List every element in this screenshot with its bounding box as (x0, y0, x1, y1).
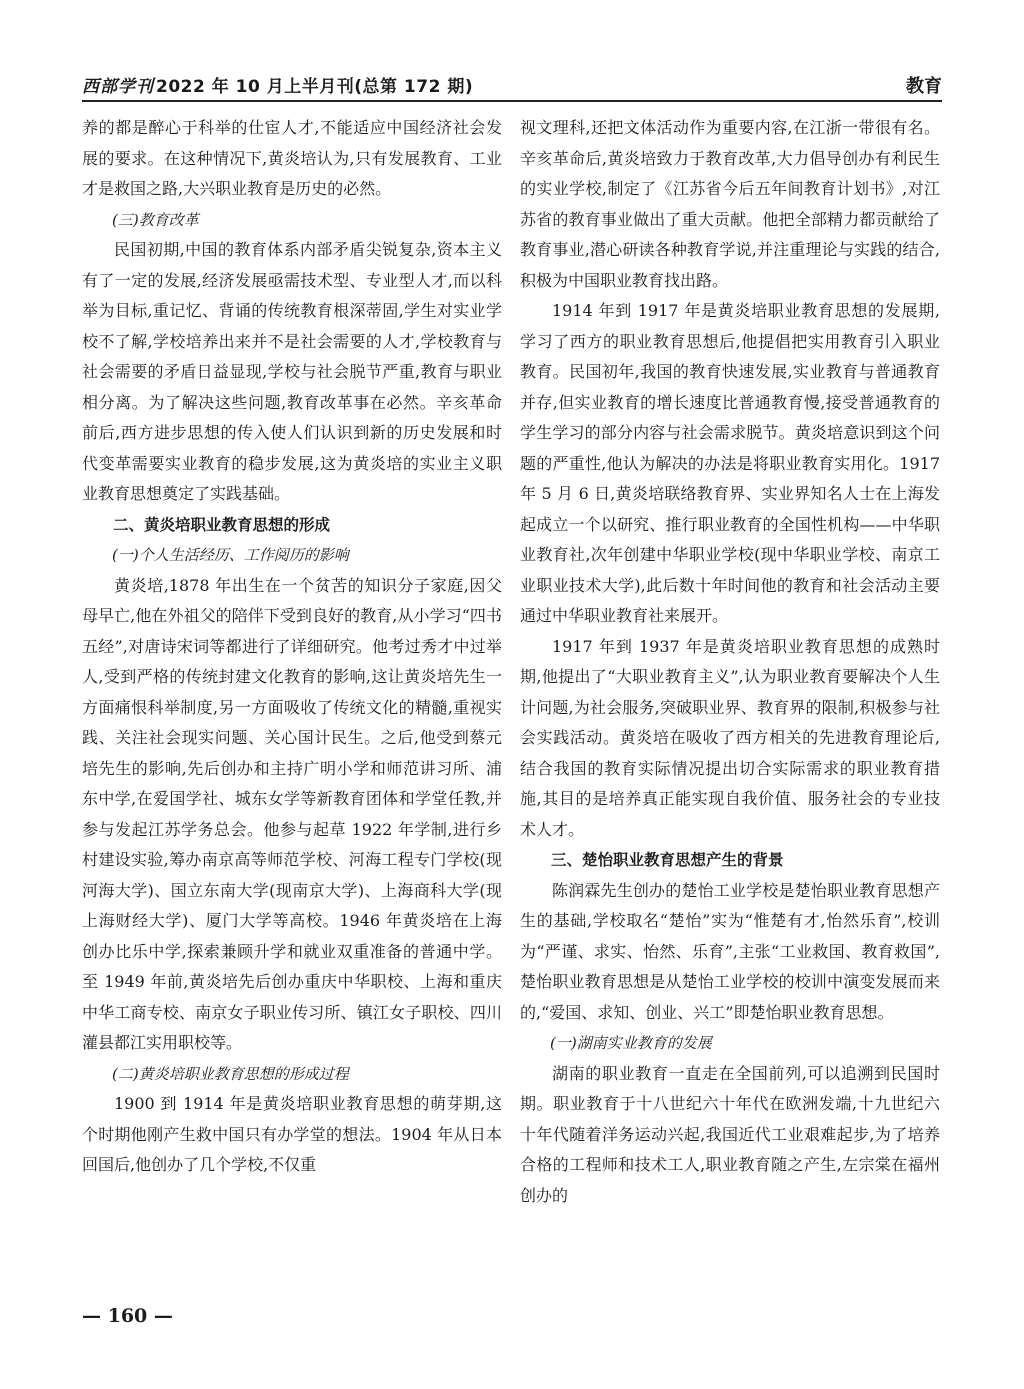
subsection-heading: (三)教育改革 (112, 210, 199, 229)
subsection-heading: (二)黄炎培职业教育思想的形成过程 (112, 1064, 349, 1083)
paragraph: 湖南的职业教育一直走在全国前列,可以追溯到民国时期。职业教育于十八世纪六十年代在欧洲发端,十九世纪六十年代随着洋务运动兴起,我国近代工业艰难起步,为了培养合格的工程师和技术工人,职业教育随之产生,左宗棠在福州创办的 (520, 1063, 940, 1205)
paragraph: 1917 年到 1937 年是黄炎培职业教育思想的成熟时期,他提出了“大职业教育主义”,认为职业教育要解决个人生计问题,为社会服务,突破职业界、教育界的限制,积极参与社会实践活动。黄炎培在吸收了西方相关的先进教育理论后,结合我国的教育实际情况提出切合实际需求的职业教育措施,其目的是培养真正能实现自我价值、服务社会的专业技术人才。 (520, 636, 940, 839)
subsection-heading: (一)个人生活经历、工作阅历的影响 (112, 546, 349, 564)
paragraph: 黄炎培,1878 年出生在一个贫苦的知识分子家庭,因父母早亡,他在外祖父的陪伴下受到良好的教育,从小学习“四书五经”,对唐诗宋词等都进行了详细研究。他考过秀才中过举人,受到严格的传统封建文化教育的影响,这让黄炎培先生一方面痛恨科举制度,另一方面吸收了传统文化的精髓,重视实践、关注社会现实问题、关心国计民生。之后,他受到蔡元培先生的影响,先后创办和主持广明小学和师范讲习所、浦东中学,在爱国学社、城东女学等新教育团体和学堂任教,并参与发起江苏学务总会。他参与起草 1922 年学制,进行乡村建设实验,筹办南京高等师范学校、河海工程专门学校(现河海大学)、国立东南大学(现南京大学)、上海商科大学(现上海财经大学)、厦门大学等高校。1946 年黄炎培在上海创办比乐中学,探索兼顾升学和就业双重准备的普通中学。至 1949 年前,黄炎培先后创办重庆中华职校、上海和重庆中华工商专校、南京女子职业传习所、镇江女子职校、四川灌县都江实用职校等。 (82, 575, 502, 1052)
section-heading: 二、黄炎培职业教育思想的形成 (113, 515, 331, 534)
paragraph: 民国初期,中国的教育体系内部矛盾尖锐复杂,资本主义有了一定的发展,经济发展亟需技术型、专业型人才,而以科举为目标,重记忆、背诵的传统教育根深蒂固,学生对实业学校不了解,学校培养出来并不是社会需要的人才,学校教育与社会需要的矛盾日益显现,学校与社会脱节严重,教育与职业相分离。为了解决这些问题,教育改革事在必然。辛亥革命前后,西方进步思想的传入使人们认识到新的历史发展和时代变革需要实业教育的稳步发展,这为黄炎培的实业主义职业教育思想奠定了实践基础。 (82, 240, 502, 503)
section-label: 教育 (906, 76, 942, 97)
issue-info: 2022 年 10 月上半月刊(总第 172 期) (156, 77, 474, 97)
paragraph-continued: 视文理科,还把文体活动作为重要内容,在江浙一带很有名。辛亥革命后,黄炎培致力于教育改革,大力倡导创办有利民生的实业学校,制定了《江苏省今后五年间教育计划书》,对江苏省的教育事业做出了重大贡献。他把全部精力都贡献给了教育事业,潜心研读各种教育学说,并注重理论与实践的结合,积极为中国职业教育找出路。 (520, 118, 940, 290)
paragraph: 1914 年到 1917 年是黄炎培职业教育思想的发展期,学习了西方的职业教育思想后,他提倡把实用教育引入职业教育。民国初年,我国的教育快速发展,实业教育与普通教育并存,但实业教育的增长速度比普通教育慢,接受普通教育的学生学习的部分内容与社会需求脱节。黄炎培意识到这个问题的严重性,他认为解决的办法是将职业教育实用化。1917 年 5 月 6 日,黄炎培联络教育界、实业界知名人士在上海发起成立一个以研究、推行职业教育的全国性机构——中华职业教育社,次年创建中华职业学校(现中华职业学校、南京工业职业技术大学),此后数十年时间他的教育和社会活动主要通过中华职业教育社来展开。 (520, 301, 940, 625)
journal-title (82, 72, 473, 97)
left-column (82, 113, 502, 1263)
paragraph: 陈润霖先生创办的楚怡工业学校是楚怡职业教育思想产生的基础,学校取名“楚怡”实为“惟楚有才,怡然乐育”,校训为“严谨、求实、怡然、乐育”,主张“工业救国、教育救国”,楚怡职业教育思想是从楚怡工业学校的校训中演变发展而来的,“爱国、求知、创业、兴工”即楚怡职业教育思想。 (520, 880, 940, 1022)
right-column (520, 113, 940, 1263)
paragraph-continued: 养的都是醉心于科举的仕宦人才,不能适应中国经济社会发展的要求。在这种情况下,黄炎培认为,只有发展教育、工业才是救国之路,大兴职业教育是历史的必然。 (82, 118, 502, 198)
page-number: — 160 — (82, 1305, 173, 1327)
journal-logo: 西部学刊 (82, 77, 154, 97)
running-header (82, 70, 942, 102)
section-heading: 三、楚怡职业教育思想产生的背景 (551, 851, 784, 869)
subsection-heading: (一)湖南实业教育的发展 (550, 1034, 712, 1052)
paragraph: 1900 到 1914 年是黄炎培职业教育思想的萌芽期,这个时期他刚产生救中国只有办学堂的想法。1904 年从日本回国后,他创办了几个学校,不仅重 (82, 1094, 502, 1174)
